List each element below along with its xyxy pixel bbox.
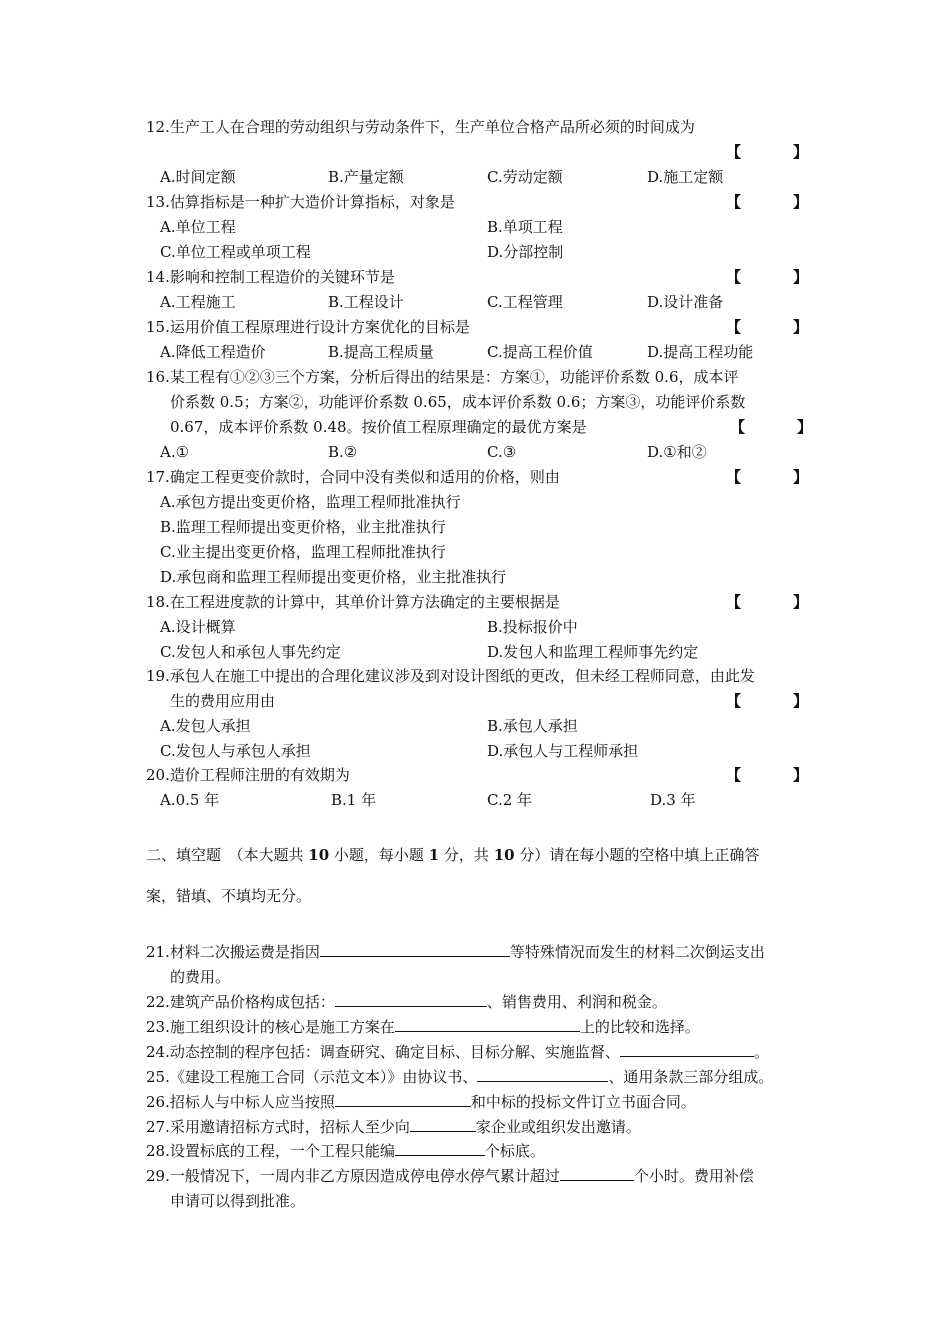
q23-line: 23.施工组织设计的核心是施工方案在 上的比较和选择。 xyxy=(146,1018,700,1036)
q16-stem-line1: 16.某工程有①②③三个方案，分析后得出的结果是：方案①，功能评价系数 0.6，成本评 xyxy=(146,368,739,386)
q17-option-a: A.承包方提出变更价格，监理工程师批准执行 xyxy=(160,493,461,511)
q24-blank[interactable] xyxy=(620,1042,754,1057)
q26-line: 26.招标人与中标人应当按照 和中标的投标文件订立书面合同。 xyxy=(146,1093,696,1111)
q14-stem: 14.影响和控制工程造价的关键环节是 xyxy=(146,268,395,286)
q21-line2: 的费用。 xyxy=(170,968,231,986)
q12-option-a: A.时间定额 xyxy=(160,168,236,186)
q26-blank[interactable] xyxy=(335,1092,471,1107)
section2-heading: 二、填空题 （本大题共 10 小题，每小题 1 分，共 10 分）请在每小题的空格中填上正确答 xyxy=(146,846,760,864)
q15-answer-bracket: 【 】 xyxy=(726,318,809,336)
q19-option-b: B.承包人承担 xyxy=(487,717,578,735)
q18-stem: 18.在工程进度款的计算中，其单价计算方法确定的主要根据是 xyxy=(146,593,560,611)
q13-answer-bracket: 【 】 xyxy=(726,193,809,211)
q13-option-a: A.单位工程 xyxy=(160,218,236,236)
q20-answer-bracket: 【 】 xyxy=(726,766,809,784)
q19-option-a: A.发包人承担 xyxy=(160,717,251,735)
q29-line1: 29.一般情况下，一周内非乙方原因造成停电停水停气累计超过 个小时。费用补偿 xyxy=(146,1167,754,1185)
q17-option-c: C.业主提出变更价格，监理工程师批准执行 xyxy=(160,543,446,561)
q21-blank[interactable] xyxy=(320,942,510,957)
q13-option-c: C.单位工程或单项工程 xyxy=(160,243,311,261)
q15-option-d: D.提高工程功能 xyxy=(647,343,754,361)
q17-answer-bracket: 【 】 xyxy=(726,468,809,486)
q12-answer-bracket: 【 】 xyxy=(726,143,809,161)
q14-option-c: C.工程管理 xyxy=(487,293,563,311)
q14-option-d: D.设计准备 xyxy=(647,293,724,311)
q14-option-b: B.工程设计 xyxy=(328,293,404,311)
q25-blank[interactable] xyxy=(477,1067,608,1082)
q14-option-a: A.工程施工 xyxy=(160,293,236,311)
q19-option-c: C.发包人与承包人承担 xyxy=(160,742,311,760)
q13-option-d: D.分部控制 xyxy=(487,243,564,261)
q15-option-c: C.提高工程价值 xyxy=(487,343,593,361)
q19-answer-bracket: 【 】 xyxy=(726,692,809,710)
q16-option-c: C.③ xyxy=(487,443,517,461)
q18-option-c: C.发包人和承包人事先约定 xyxy=(160,643,341,661)
q12-option-d: D.施工定额 xyxy=(647,168,724,186)
q16-answer-bracket: 【 】 xyxy=(730,418,813,436)
q17-option-b: B.监理工程师提出变更价格，业主批准执行 xyxy=(160,518,446,536)
q22-line: 22.建筑产品价格构成包括： 、销售费用、利润和税金。 xyxy=(146,993,667,1011)
q13-option-b: B.单项工程 xyxy=(487,218,563,236)
q19-stem-line2: 生的费用应用由 xyxy=(170,692,276,710)
q17-option-d: D.承包商和监理工程师提出变更价格，业主批准执行 xyxy=(160,568,507,586)
q16-stem-line2: 价系数 0.5；方案②，功能评价系数 0.65，成本评价系数 0.6；方案③，功能评价系数 xyxy=(170,393,746,411)
q15-option-b: B.提高工程质量 xyxy=(328,343,434,361)
q18-option-a: A.设计概算 xyxy=(160,618,236,636)
q27-line: 27.采用邀请招标方式时，招标人至少向 家企业或组织发出邀请。 xyxy=(146,1118,641,1136)
q12-stem: 12.生产工人在合理的劳动组织与劳动条件下，生产单位合格产品所必须的时间成为 xyxy=(146,118,695,136)
q20-option-d: D.3 年 xyxy=(650,791,696,809)
q28-blank[interactable] xyxy=(395,1141,485,1156)
q21-line1: 21.材料二次搬运费是指因 等特殊情况而发生的材料二次倒运支出 xyxy=(146,943,765,961)
q15-option-a: A.降低工程造价 xyxy=(160,343,266,361)
q28-line: 28.设置标底的工程，一个工程只能编 个标底。 xyxy=(146,1142,545,1160)
q27-blank[interactable] xyxy=(410,1117,476,1132)
q20-stem: 20.造价工程师注册的有效期为 xyxy=(146,766,350,784)
q13-stem: 13.估算指标是一种扩大造价计算指标，对象是 xyxy=(146,193,455,211)
q20-option-c: C.2 年 xyxy=(487,791,533,809)
q12-option-b: B.产量定额 xyxy=(328,168,404,186)
q29-blank[interactable] xyxy=(560,1166,634,1181)
q17-stem: 17.确定工程更变价款时，合同中没有类似和适用的价格，则由 xyxy=(146,468,560,486)
q25-line: 25.《建设工程施工合同（示范文本）》由协议书、 、通用条款三部分组成。 xyxy=(146,1068,774,1086)
q18-answer-bracket: 【 】 xyxy=(726,593,809,611)
q20-option-a: A.0.5 年 xyxy=(160,791,220,809)
q23-blank[interactable] xyxy=(395,1017,580,1032)
q16-option-b: B.② xyxy=(328,443,358,461)
q18-option-b: B.投标报价中 xyxy=(487,618,578,636)
q19-option-d: D.承包人与工程师承担 xyxy=(487,742,639,760)
q16-stem-line3: 0.67，成本评价系数 0.48。按价值工程原理确定的最优方案是 xyxy=(170,418,587,436)
q20-option-b: B.1 年 xyxy=(331,791,377,809)
q14-answer-bracket: 【 】 xyxy=(726,268,809,286)
q12-option-c: C.劳动定额 xyxy=(487,168,563,186)
q18-option-d: D.发包人和监理工程师事先约定 xyxy=(487,643,699,661)
q16-option-a: A.① xyxy=(160,443,190,461)
section2-heading-line2: 案，错填、不填均无分。 xyxy=(146,887,312,905)
q19-stem-line1: 19.承包人在施工中提出的合理化建议涉及到对设计图纸的更改，但未经工程师同意，由此发 xyxy=(146,667,755,685)
q24-line: 24.动态控制的程序包括：调查研究、确定目标、目标分解、实施监督、 。 xyxy=(146,1043,769,1061)
q22-blank[interactable] xyxy=(335,992,487,1007)
q15-stem: 15.运用价值工程原理进行设计方案优化的目标是 xyxy=(146,318,470,336)
q29-line2: 申请可以得到批准。 xyxy=(170,1192,306,1210)
q16-option-d: D.①和② xyxy=(647,443,707,461)
